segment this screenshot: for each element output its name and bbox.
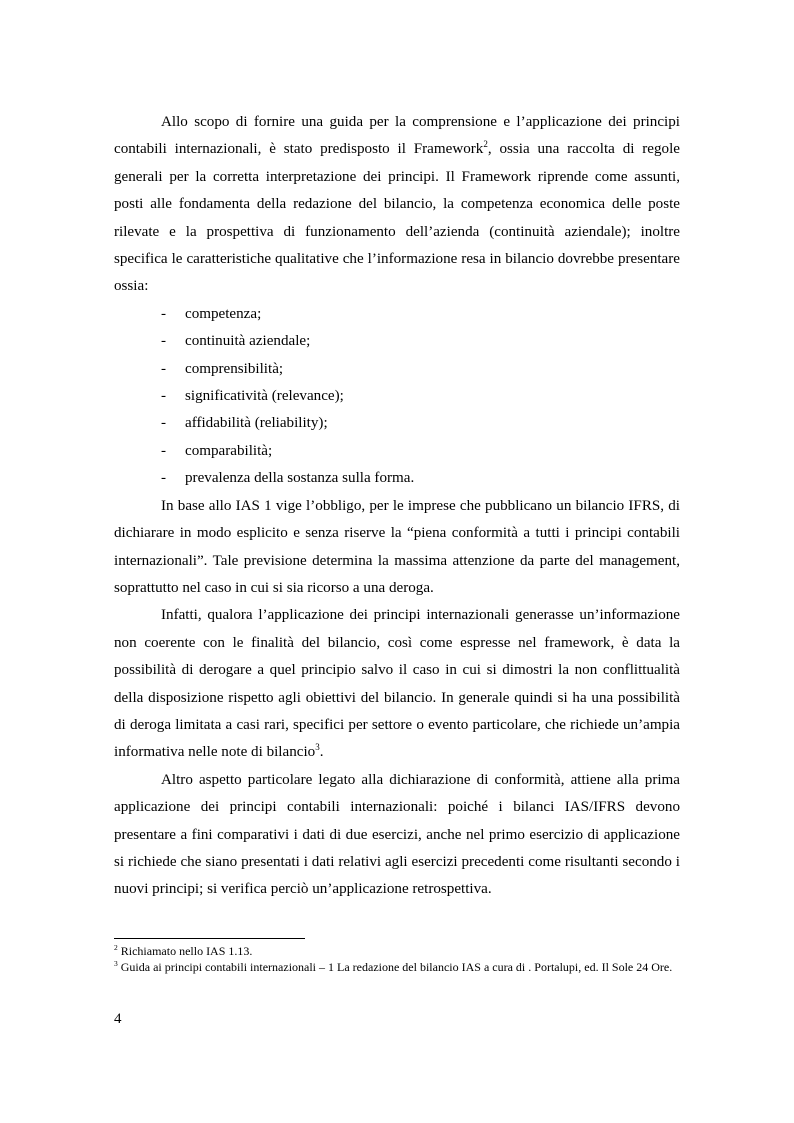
dash-bullet: - [161,305,167,322]
footnotes [114,944,680,975]
footnote-number: 3 [114,958,118,968]
paragraph-text: Infatti, qualora l’applicazione dei principi internazionali generasse un’informazione non coerente con le finalità del bilancio, così come espresse nel framework, è data la possibilità di derogare a quel principio salvo il caso in cui si dimostri la non conflittualità della disposizione rispetto agli obiettivi del bilancio. In generale quindi si ha una possibilità di deroga limitata a casi rari, specifici per settore o evento particolare, che richiede un’ampia informativa nelle note di bilancio [114,607,680,761]
paragraph-prima-applicazione: Altro aspetto particolare legato alla dichiarazione di conformità, attiene alla prima applicazione dei principi contabili internazionali: poiché i bilanci IAS/IFRS devono presentare a fini comparativi i dati di due esercizi, anche nel primo esercizio di applicazione si richiede che siano presentati i dati relativi agli esercizi precedenti come risultanti secondo i nuovi principi; si verifica perciò un’applicazione retrospettiva. [114,771,680,898]
list-item [114,465,680,492]
list-item [114,438,680,465]
page-number: 4 [114,1011,122,1027]
list-item [114,328,680,355]
footnote-text: Guida ai principi contabili internazionali – 1 La redazione del bilancio IAS a cura di . Portalupi, ed. Il Sole 24 Ore. [117,959,673,974]
dash-bullet: - [161,415,167,432]
dash-bullet: - [161,360,167,377]
list-item [114,410,680,437]
footnote-ref-2[interactable]: 2 [483,139,488,150]
paragraph-text: Allo scopo di fornire una guida per la comprensione e l’applicazione dei principi contabili internazionali, è stato predisposto il Framework [114,114,680,158]
body-text [114,109,680,904]
paragraph-deroga [114,602,680,766]
paragraph-framework [114,109,680,301]
footnote-2 [114,944,680,960]
dash-bullet: - [161,388,167,405]
list-item-text: competenza; [185,305,262,322]
list-item-text: significatività (relevance); [185,388,344,405]
dash-bullet: - [161,470,167,487]
list-item-text: affidabilità (reliability); [185,415,328,432]
qualitative-characteristics-list [114,301,680,493]
paragraph-ias1: In base allo IAS 1 vige l’obbligo, per le imprese che pubblicano un bilancio IFRS, di dichiarare in modo esplicito e senza riserve la “piena conformità a tutti i principi contabili internazionali”. Tale previsione determina la massima attenzione da parte del management, soprattutto nel caso in cui si sia ricorso a una deroga. [114,497,680,596]
footnote-number: 2 [114,943,118,952]
list-item [114,356,680,383]
list-item [114,301,680,328]
footnote-separator [114,938,305,939]
dash-bullet: - [161,442,167,459]
paragraph-text: . [319,744,324,761]
footnote-3 [114,960,680,976]
list-item [114,383,680,410]
dash-bullet: - [161,333,167,350]
list-item-text: prevalenza della sostanza sulla forma. [185,470,415,487]
paragraph-text: , ossia una raccolta di regole generali per la corretta interpretazione dei principi. Il Framework riprende come assunti, posti alle fondamenta della redazione del bilancio, la competenza economica delle poste rilevate e la prospettiva di funzionamento dell’azienda (continuità aziendale); inoltre specifica le caratteristiche qualitative che l’informazione resa in bilancio dovrebbe presentare ossia: [114,141,680,295]
footnote-ref-3[interactable]: 3 [315,742,320,753]
list-item-text: comparabilità; [185,442,273,459]
list-item-text: continuità aziendale; [185,333,311,350]
footnote-text: Richiamato nello IAS 1.13. [117,944,253,958]
list-item-text: comprensibilità; [185,360,284,377]
